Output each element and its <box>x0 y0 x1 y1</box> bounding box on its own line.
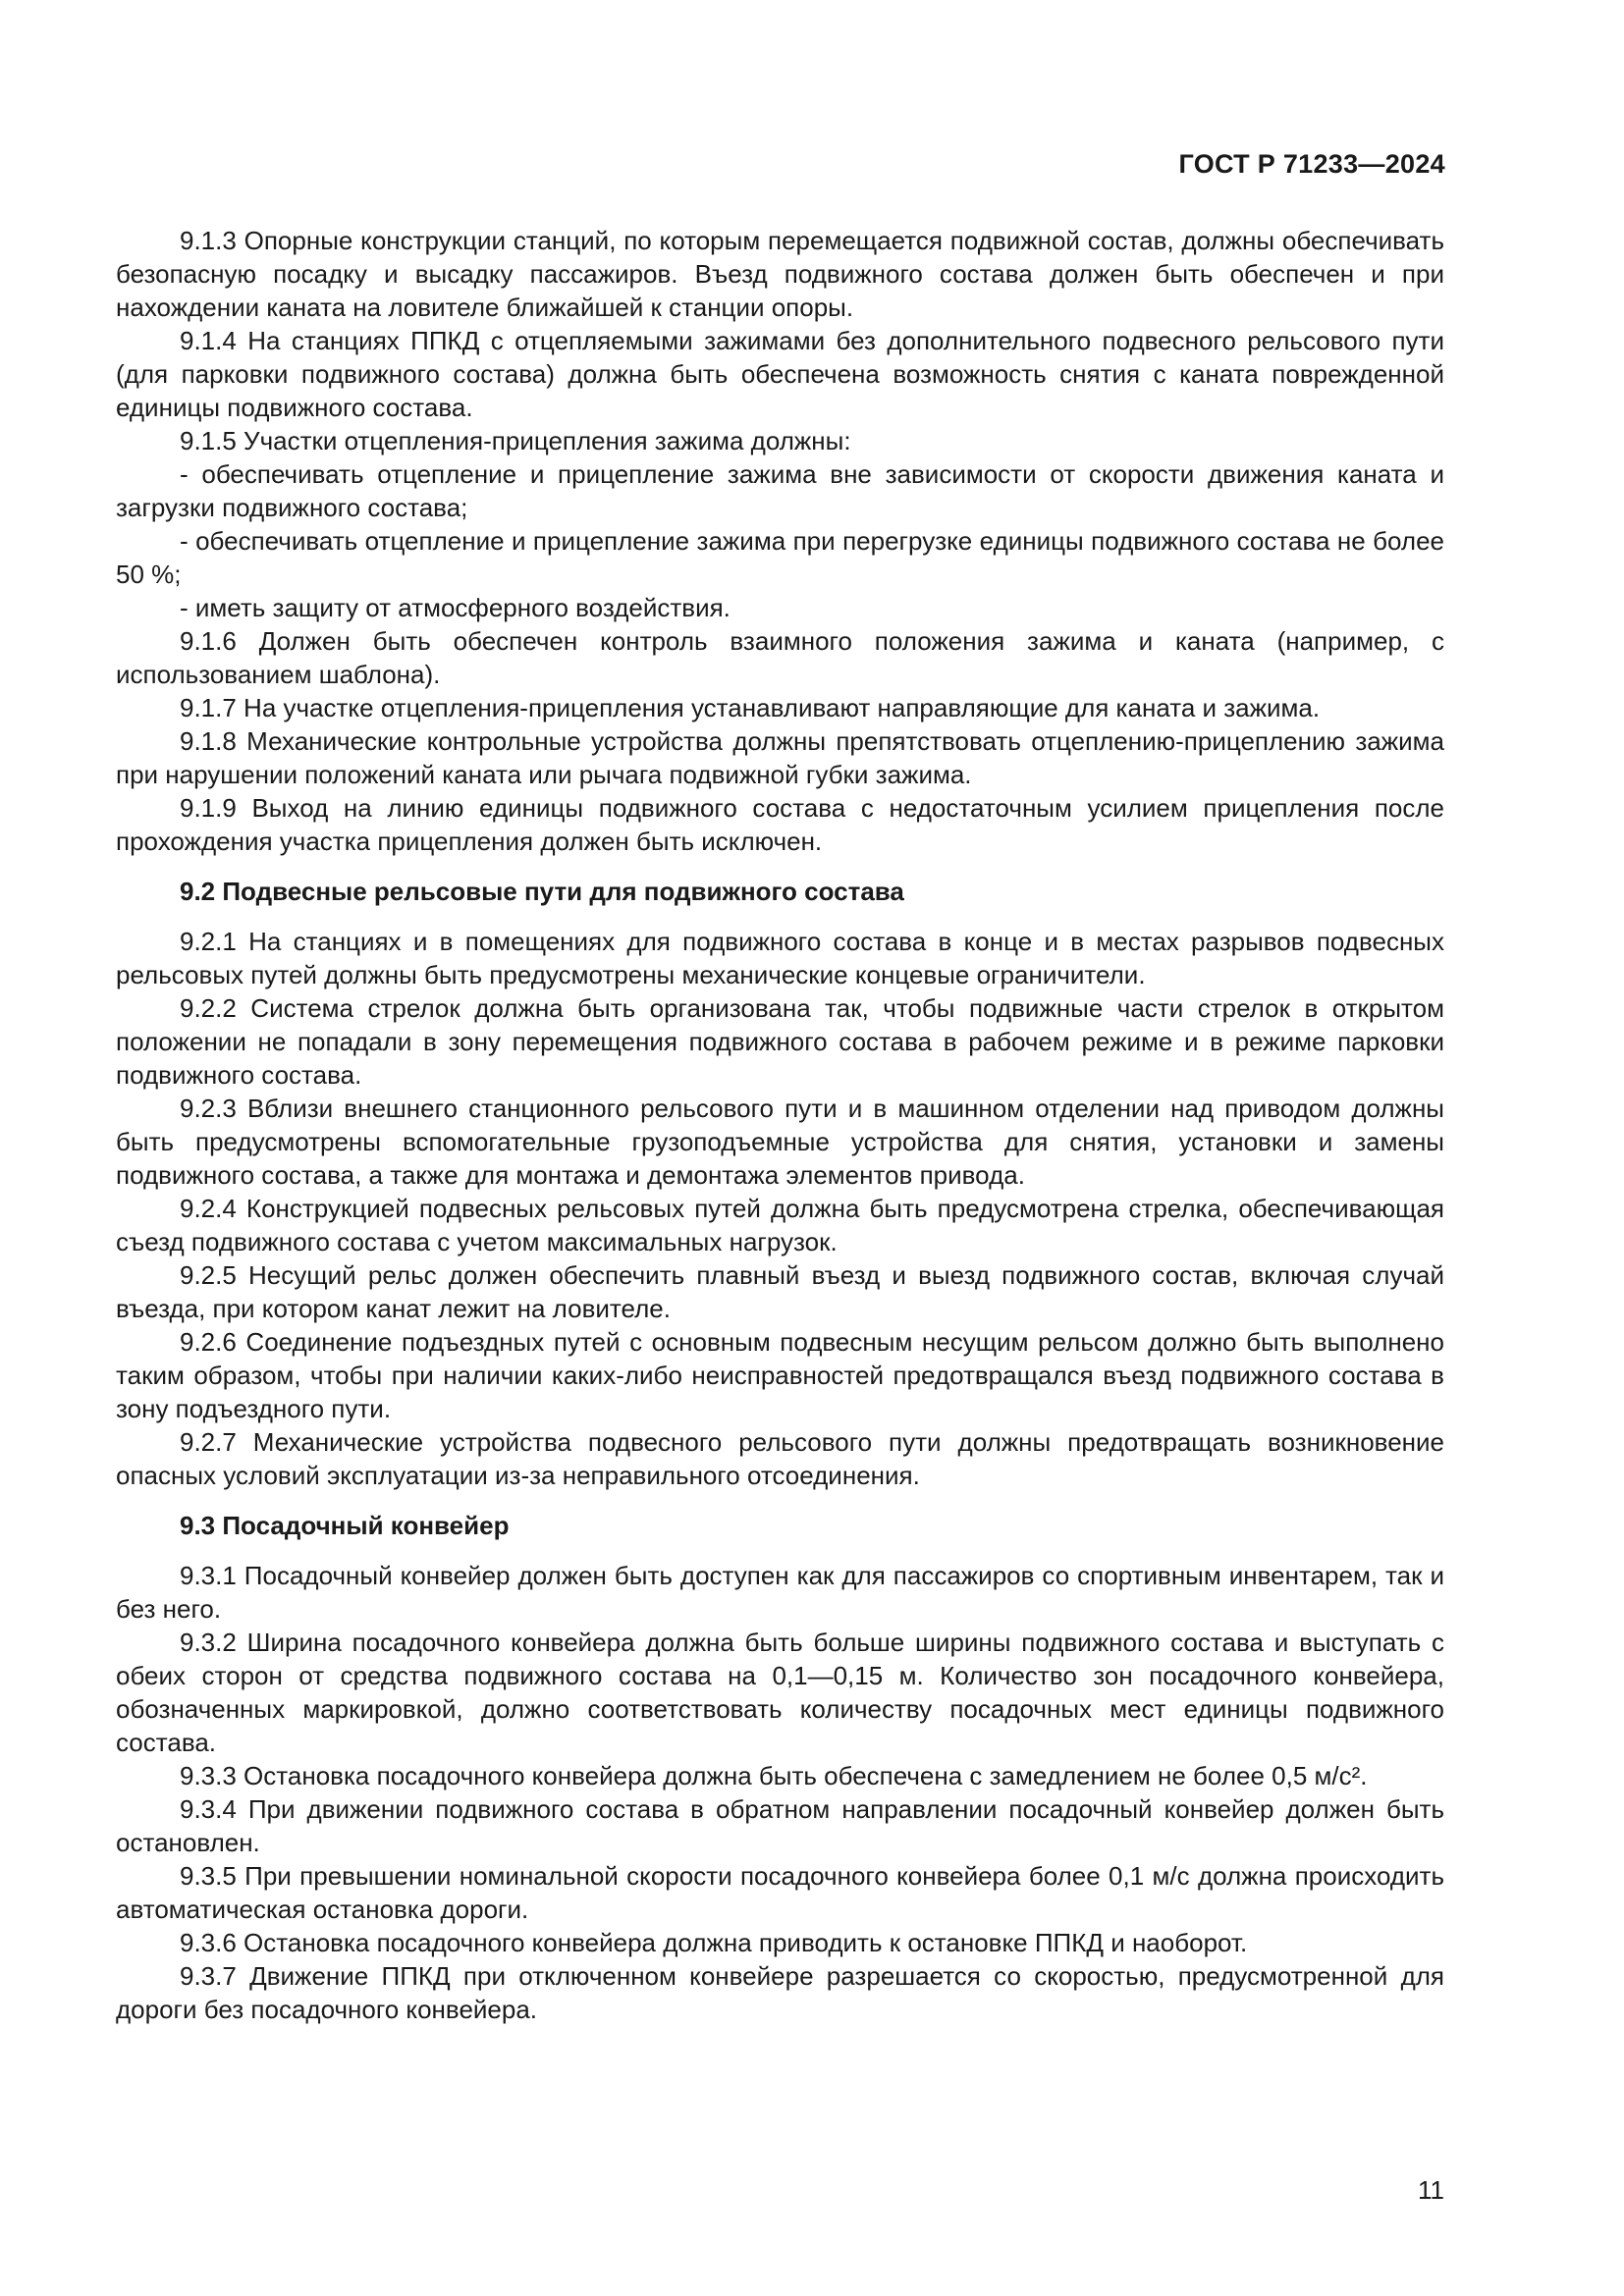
paragraph-9-1-8: 9.1.8 Механические контрольные устройства должны препятствовать отцеплению-прицеплению зажима при нарушении положений каната или рычага подвижной губки зажима. <box>116 726 1444 789</box>
paragraph-9-3-5: 9.3.5 При превышении номинальной скорости посадочного конвейера более 0,1 м/с должна происходить автоматическая остановка дороги. <box>116 1861 1444 1924</box>
document-body <box>116 224 1444 2026</box>
list-item: - обеспечивать отцепление и прицепление зажима вне зависимости от скорости движения каната и загрузки подвижного состава; <box>116 459 1444 522</box>
paragraph-9-2-3: 9.2.3 Вблизи внешнего станционного рельсового пути и в машинном отделении над приводом должны быть предусмотрены вспомогательные грузоподъемные устройства для снятия, установки и замены подвижного состава, а также для монтажа и демонтажа элементов привода. <box>116 1094 1444 1190</box>
paragraph-9-2-1: 9.2.1 На станциях и в помещениях для подвижного состава в конце и в местах разрывов подвесных рельсовых путей должны быть предусмотрены механические концевые ограничители. <box>116 927 1444 989</box>
paragraph-9-3-6: 9.3.6 Остановка посадочного конвейера должна приводить к остановке ППКД и наоборот. <box>180 1928 1248 1957</box>
paragraph-9-3-4: 9.3.4 При движении подвижного состава в обратном направлении посадочный конвейер должен быть остановлен. <box>116 1794 1444 1857</box>
section-heading-9-3: 9.3 Посадочный конвейер <box>180 1511 510 1540</box>
list-item: - обеспечивать отцепление и прицепление зажима при перегрузке единицы подвижного состава не более 50 %; <box>116 526 1444 589</box>
paragraph-9-2-5: 9.2.5 Несущий рельс должен обеспечить плавный въезд и выезд подвижного состав, включая случай въезда, при котором канат лежит на ловителе. <box>116 1260 1444 1323</box>
paragraph-9-2-2: 9.2.2 Система стрелок должна быть организована так, чтобы подвижные части стрелок в открытом положении не попадали в зону перемещения подвижного состава в рабочем режиме и в режиме парковки подвижного состава. <box>116 993 1444 1090</box>
list-item: - иметь защиту от атмосферного воздействия. <box>180 593 731 622</box>
paragraph-9-3-7: 9.3.7 Движение ППКД при отключенном конвейере разрешается со скоростью, предусмотренной для дороги без посадочного конвейера. <box>116 1961 1444 2024</box>
paragraph-9-3-2: 9.3.2 Ширина посадочного конвейера должна быть больше ширины подвижного состава и выступать с обеих сторон от средства подвижного состава на 0,1—0,15 м. Количество зон посадочного конвейера, обозначенных маркировкой, должно соответствовать количеству посадочных мест единицы подвижного состава. <box>116 1628 1444 1757</box>
paragraph-9-1-3: 9.1.3 Опорные конструкции станций, по которым перемещается подвижной состав, должны обеспечивать безопасную посадку и высадку пассажиров. Въезд подвижного состава должен быть обеспечен и при нахождении каната на ловителе ближайшей к станции опоры. <box>116 226 1444 322</box>
paragraph-9-1-6: 9.1.6 Должен быть обеспечен контроль взаимного положения зажима и каната (например, с использованием шаблона). <box>116 626 1444 689</box>
paragraph-9-1-5: 9.1.5 Участки отцепления-прицепления зажима должны: <box>180 426 851 455</box>
paragraph-9-1-4: 9.1.4 На станциях ППКД с отцепляемыми зажимами без дополнительного подвесного рельсового пути (для парковки подвижного состава) должна быть обеспечена возможность снятия с каната поврежденной единицы подвижного состава. <box>116 326 1444 422</box>
paragraph-9-2-6: 9.2.6 Соединение подъездных путей с основным подвесным несущим рельсом должно быть выполнено таким образом, чтобы при наличии каких-либо неисправностей предотвращался въезд подвижного состава в зону подъездного пути. <box>116 1327 1444 1423</box>
paragraph-9-1-9: 9.1.9 Выход на линию единицы подвижного состава с недостаточным усилием прицепления после прохождения участка прицепления должен быть исключен. <box>116 793 1444 856</box>
paragraph-9-2-7: 9.2.7 Механические устройства подвесного рельсового пути должны предотвращать возникновение опасных условий эксплуатации из-за неправильного отсоединения. <box>116 1427 1444 1490</box>
paragraph-9-3-1: 9.3.1 Посадочный конвейер должен быть доступен как для пассажиров со спортивным инвентарем, так и без него. <box>116 1561 1444 1624</box>
paragraph-9-2-4: 9.2.4 Конструкцией подвесных рельсовых путей должна быть предусмотрена стрелка, обеспечивающая съезд подвижного состава с учетом максимальных нагрузок. <box>116 1194 1444 1256</box>
paragraph-9-1-7: 9.1.7 На участке отцепления-прицепления устанавливают направляющие для каната и зажима. <box>180 693 1321 722</box>
paragraph-9-3-3: 9.3.3 Остановка посадочного конвейера должна быть обеспечена с замедлением не более 0,5 м/с². <box>180 1761 1368 1790</box>
document-header-code: ГОСТ Р 71233—2024 <box>1178 149 1445 179</box>
section-heading-9-2: 9.2 Подвесные рельсовые пути для подвижного состава <box>180 877 904 906</box>
page-number: 11 <box>1418 2175 1444 2205</box>
